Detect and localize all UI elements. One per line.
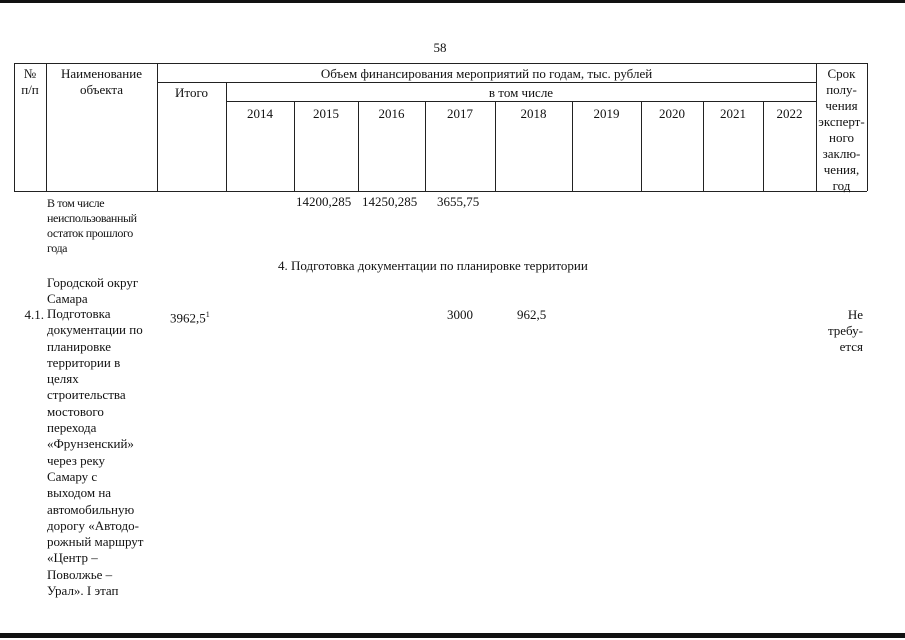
- row-4-1-name-line: планировке: [47, 338, 112, 354]
- row-4-1-name-line: Подготовка: [47, 306, 111, 321]
- header-name-line2: объекта: [79, 82, 124, 97]
- row-4-1-total: [170, 307, 210, 326]
- row-4-1-num: 4.1.: [24, 307, 44, 322]
- row-4-1-total-value: 3962,5: [170, 310, 206, 326]
- header-deadline-line: эксперт-: [818, 114, 865, 129]
- header-num-line2: п/п: [21, 82, 39, 97]
- header-deadline-line: полу-: [826, 82, 857, 97]
- row-4-1-name-line: перехода: [47, 420, 97, 436]
- unused-2017-value: 3655,75: [437, 194, 480, 209]
- row-4-1-name-line: строительства: [47, 387, 126, 403]
- header-year-2021: 2021: [720, 106, 746, 121]
- header-year-2014: 2014: [247, 106, 273, 121]
- row-4-1-name-line: «Фрунзенский»: [47, 436, 134, 452]
- header-year-2019: 2019: [593, 106, 620, 121]
- top-rule: [0, 0, 905, 3]
- unused-2016-value: 14250,285: [362, 194, 418, 209]
- row-4-1-2017-value: 3000: [447, 307, 473, 322]
- page-number: 58: [433, 40, 447, 55]
- header-deadline-line: ного: [829, 130, 854, 145]
- header-year-2020: 2020: [659, 106, 685, 121]
- row-4-1-name-line: автомобильную: [47, 501, 135, 517]
- district-line2: Самара: [47, 291, 88, 306]
- row-4-1-name-line: мостового: [47, 403, 104, 419]
- row-4-1-name-line: целях: [47, 371, 79, 387]
- header-year-2016: 2016: [378, 106, 405, 121]
- row-4-1-name-line: «Центр –: [47, 550, 98, 566]
- header-deadline-line: Срок: [827, 66, 856, 81]
- row-4-1-name-line: рожный маршрут: [47, 534, 144, 550]
- header-deadline-line: чения,: [823, 162, 860, 177]
- header-year-2022: 2022: [776, 106, 803, 121]
- row-4-1-name-line: Урал». I этап: [47, 583, 119, 599]
- header-deadline-line: год: [832, 178, 851, 193]
- header-num-line1: №: [23, 66, 37, 81]
- header-deadline-line: заклю-: [822, 146, 861, 161]
- header-total: Итого: [175, 85, 208, 100]
- header-funding: Объем финансирования мероприятий по годам, тыс. рублей: [320, 66, 653, 81]
- header-deadline-line: чения: [825, 98, 858, 113]
- section-title: 4. Подготовка документации по планировке территории: [278, 258, 588, 273]
- unused-2015-value: 14200,285: [296, 194, 352, 209]
- row-4-1-name-line: документации по: [47, 322, 143, 338]
- district-line1: Городской округ: [47, 275, 139, 290]
- header-year-2015: 2015: [313, 106, 339, 121]
- header-including: в том числе: [488, 85, 554, 100]
- header-name-line1: Наименование: [61, 66, 142, 81]
- row-4-1-name-line: через реку: [47, 452, 106, 468]
- header-year-2017: 2017: [447, 106, 473, 121]
- row-4-1-name: [47, 306, 143, 599]
- row-4-1-footnote-mark: 1: [205, 310, 210, 319]
- row-4-1-name-line: территории в: [47, 354, 121, 370]
- bottom-rule: [0, 633, 905, 638]
- row-4-1-name-line: Самару с: [47, 468, 98, 484]
- row-4-1-name-line: Поволжье –: [47, 566, 113, 582]
- header-year-2018: 2018: [520, 106, 547, 121]
- row-4-1-name-line: выходом на: [47, 485, 112, 501]
- row-4-1-2018-value: 962,5: [517, 307, 547, 322]
- row-4-1-name-line: дорогу «Автодо-: [47, 517, 139, 533]
